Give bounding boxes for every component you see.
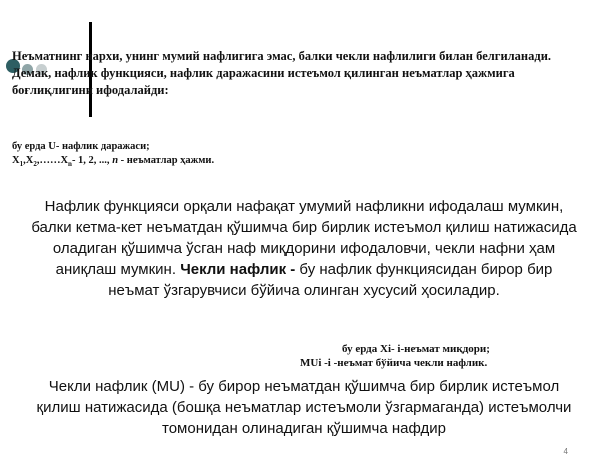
- x1-symbol: X: [12, 155, 20, 166]
- main-paragraph: [30, 196, 578, 301]
- notation-note: [300, 342, 580, 370]
- marginal-utility-term: Чекли нафлик -: [180, 261, 296, 278]
- definition-line-u: бу ерда U- нафлик даражаси;: [12, 141, 150, 152]
- definition-line-x: [12, 154, 572, 168]
- main-text-part2: бу нафлик функциясидан бирор бир неъмат ўзгарувчиси бўйича олинган хусусий ҳосиладир.: [108, 261, 553, 299]
- volume-label: - неъматлар ҳажми.: [118, 155, 215, 166]
- x2-symbol: ,X: [23, 155, 34, 166]
- main-text-part1: Нафлик функцияси орқали нафақат умумий нафликни ифодалаш мумкин, балки кетма-кет неъматдан қўшимча бир бирлик истеъмол қилиш натижасида оладиган қўшимча ўсган наф миқдорини ифодаловчи, чекли нафни ҳам аниқлаш мумкин.: [31, 198, 577, 278]
- note-line-xi: бу ерда Xi- i-неъмат миқдори;: [342, 343, 490, 355]
- xn-symbol: ,……X: [36, 155, 69, 166]
- n-italic: n: [112, 155, 119, 166]
- xn-subscript: n: [68, 160, 72, 169]
- index-range: - 1, 2, ...,: [71, 155, 113, 166]
- x2-subscript: 2: [33, 160, 37, 169]
- final-paragraph: Чекли нафлик (MU) - бу бирор неъматдан қўшимча бир бирлик истеъмол қилиш натижасида (бошқа неъматлар истеъмоли ўзгармаганда) истеъмолчи томонидан олинадиган қўшимча нафдир: [36, 378, 572, 437]
- note-line-mui: MUi -i -неъмат бўйича чекли нафлик.: [300, 357, 488, 369]
- intro-paragraph: Неъматнинг нархи, унинг мумий нафлигига эмас, балки чекли нафлилиги билан белгиланади. Демак, нафлик функцияси, нафлик даражасини истеъмол қилинган неъматлар ҳажмига боғлиқлигини ифодалайди:: [12, 49, 552, 97]
- x1-subscript: 1: [19, 160, 24, 169]
- definitions-block: [12, 140, 572, 168]
- page-number: 4: [563, 447, 568, 456]
